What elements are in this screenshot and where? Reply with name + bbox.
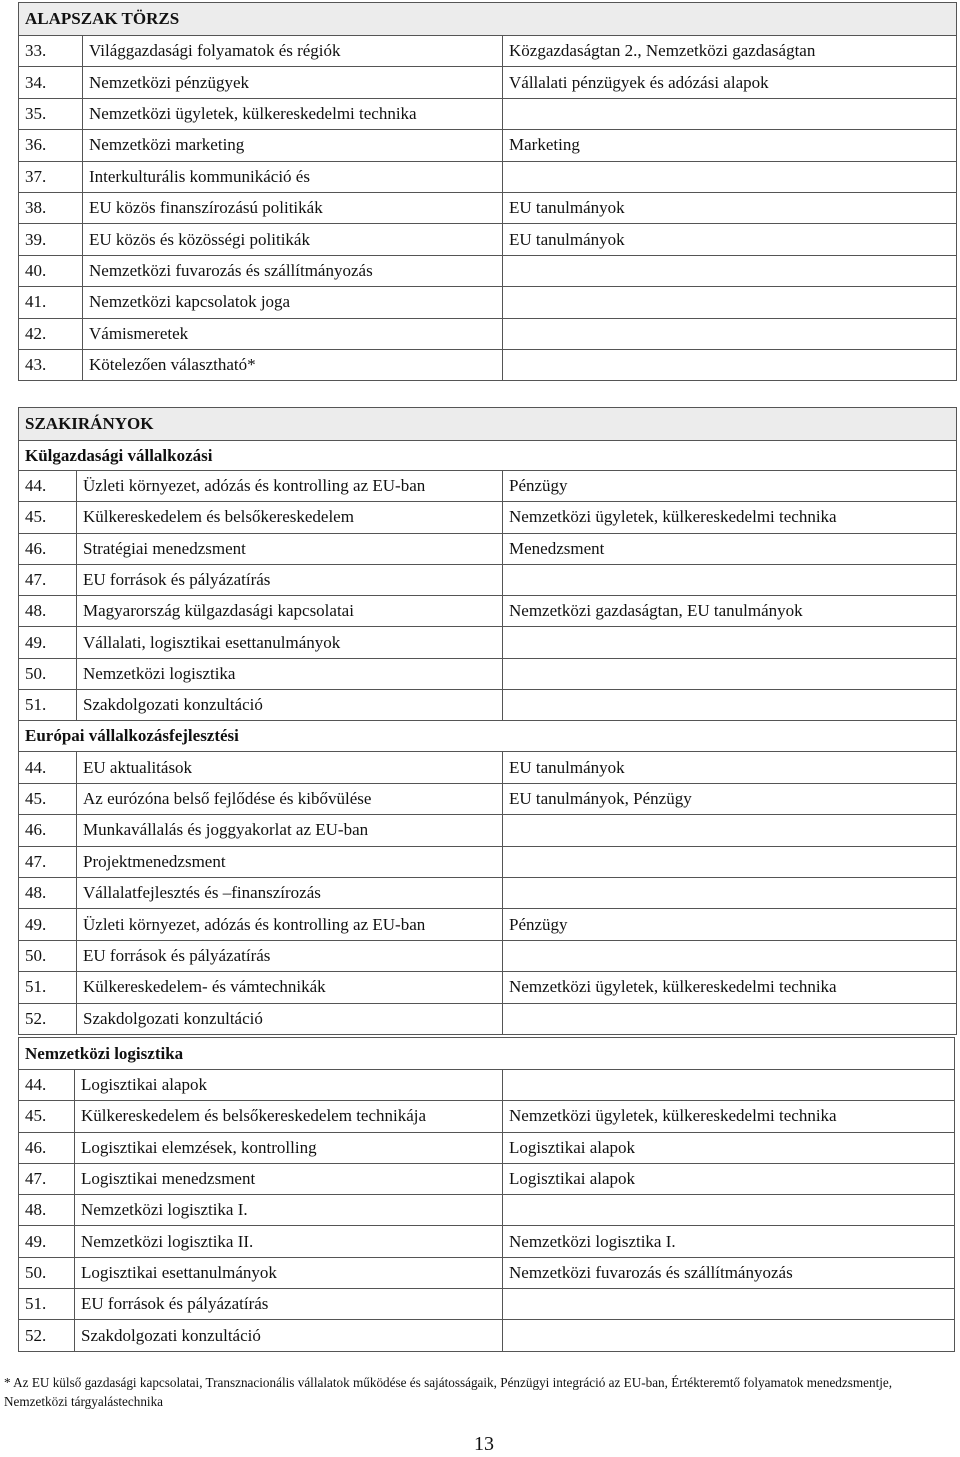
prerequisite [503, 627, 957, 658]
logistics-table [18, 1037, 955, 1352]
table-row [19, 161, 957, 192]
course-number: 49. [19, 1226, 75, 1257]
page-number: 13 [474, 1433, 494, 1455]
course-number: 35. [19, 98, 83, 129]
table-row [19, 940, 957, 971]
course-number: 42. [19, 318, 83, 349]
prerequisite: Vállalati pénzügyek és adózási alapok [503, 67, 957, 98]
course-name: EU források és pályázatírás [77, 940, 503, 971]
course-number: 44. [19, 752, 77, 783]
course-name: Külkereskedelem és belsőkereskedelem [77, 502, 503, 533]
course-name: Vámismeretek [83, 318, 503, 349]
course-name: Kötelezően választható* [83, 349, 503, 380]
course-name: Nemzetközi logisztika II. [75, 1226, 503, 1257]
table-row [19, 1132, 955, 1163]
course-number: 46. [19, 1132, 75, 1163]
prerequisite [503, 98, 957, 129]
specialization-kulgazdasagi-title: Külgazdasági vállalkozási [19, 441, 957, 471]
course-name: Szakdolgozati konzultáció [77, 690, 503, 721]
prerequisite [503, 255, 957, 286]
table-row [19, 1163, 955, 1194]
table-row [19, 877, 957, 908]
course-number: 39. [19, 224, 83, 255]
prerequisite [503, 1195, 955, 1226]
course-number: 52. [19, 1320, 75, 1351]
course-number: 40. [19, 255, 83, 286]
specialization-logisztika-title: Nemzetközi logisztika [19, 1038, 955, 1070]
course-number: 33. [19, 36, 83, 67]
prerequisite [503, 846, 957, 877]
course-name: EU közös finanszírozású politikák [83, 192, 503, 223]
course-number: 51. [19, 972, 77, 1003]
table-row [19, 627, 957, 658]
course-number: 48. [19, 877, 77, 908]
table-row [19, 255, 957, 286]
table-row [19, 1257, 955, 1288]
core-title: ALAPSZAK TÖRZS [19, 3, 957, 36]
prerequisite [503, 1289, 955, 1320]
table-row [19, 1289, 955, 1320]
course-name: Az eurózóna belső fejlődése és kibővülése [77, 783, 503, 814]
table-row [19, 130, 957, 161]
course-number: 34. [19, 67, 83, 98]
course-number: 48. [19, 596, 77, 627]
prerequisite [503, 1070, 955, 1101]
prerequisite [503, 1003, 957, 1034]
course-name: Üzleti környezet, adózás és kontrolling az EU-ban [77, 909, 503, 940]
prerequisite [503, 690, 957, 721]
course-name: Nemzetközi logisztika [77, 658, 503, 689]
course-number: 46. [19, 815, 77, 846]
specializations-table [18, 407, 957, 1035]
table-row [19, 471, 957, 502]
prerequisite [503, 815, 957, 846]
prerequisite [503, 349, 957, 380]
prerequisite: Logisztikai alapok [503, 1132, 955, 1163]
course-number: 50. [19, 1257, 75, 1288]
course-number: 51. [19, 690, 77, 721]
course-name: Nemzetközi pénzügyek [83, 67, 503, 98]
table-row [19, 1320, 955, 1351]
prerequisite: Marketing [503, 130, 957, 161]
course-number: 43. [19, 349, 83, 380]
course-name: EU aktualitások [77, 752, 503, 783]
course-number: 47. [19, 1163, 75, 1194]
table-row [19, 846, 957, 877]
course-number: 51. [19, 1289, 75, 1320]
course-number: 38. [19, 192, 83, 223]
table-row [19, 287, 957, 318]
prerequisite: Nemzetközi logisztika I. [503, 1226, 955, 1257]
table-row [19, 349, 957, 380]
prerequisite: EU tanulmányok [503, 224, 957, 255]
course-name: Szakdolgozati konzultáció [77, 1003, 503, 1034]
prerequisite [503, 161, 957, 192]
table-row [19, 1101, 955, 1132]
table-row [19, 783, 957, 814]
prerequisite [503, 287, 957, 318]
course-name: EU források és pályázatírás [77, 564, 503, 595]
prerequisite: Logisztikai alapok [503, 1163, 955, 1194]
course-name: EU közös és közösségi politikák [83, 224, 503, 255]
course-name: Logisztikai elemzések, kontrolling [75, 1132, 503, 1163]
course-name: Nemzetközi marketing [83, 130, 503, 161]
prerequisite [503, 658, 957, 689]
course-name: Magyarország külgazdasági kapcsolatai [77, 596, 503, 627]
course-name: Nemzetközi logisztika I. [75, 1195, 503, 1226]
table-row [19, 318, 957, 349]
table-row [19, 1003, 957, 1034]
course-number: 49. [19, 909, 77, 940]
course-name: Nemzetközi ügyletek, külkereskedelmi technika [83, 98, 503, 129]
prerequisite: Közgazdaságtan 2., Nemzetközi gazdaságtan [503, 36, 957, 67]
course-number: 36. [19, 130, 83, 161]
course-name: Interkulturális kommunikáció és [83, 161, 503, 192]
table-row [19, 36, 957, 67]
table-row [19, 909, 957, 940]
prerequisite: EU tanulmányok, Pénzügy [503, 783, 957, 814]
prerequisite: EU tanulmányok [503, 192, 957, 223]
course-name: Külkereskedelem- és vámtechnikák [77, 972, 503, 1003]
course-number: 46. [19, 533, 77, 564]
course-name: Projektmenedzsment [77, 846, 503, 877]
course-name: Külkereskedelem és belsőkereskedelem technikája [75, 1101, 503, 1132]
table-row [19, 502, 957, 533]
course-name: EU források és pályázatírás [75, 1289, 503, 1320]
table-row [19, 596, 957, 627]
course-number: 50. [19, 658, 77, 689]
course-name: Logisztikai alapok [75, 1070, 503, 1101]
course-number: 47. [19, 564, 77, 595]
prerequisite: Pénzügy [503, 909, 957, 940]
table-row [19, 564, 957, 595]
table-row [19, 752, 957, 783]
prerequisite [503, 564, 957, 595]
course-name: Világgazdasági folyamatok és régiók [83, 36, 503, 67]
table-row [19, 67, 957, 98]
table-row [19, 972, 957, 1003]
prerequisite: EU tanulmányok [503, 752, 957, 783]
course-number: 50. [19, 940, 77, 971]
prerequisite [503, 940, 957, 971]
specializations-title: SZAKIRÁNYOK [19, 408, 957, 441]
course-number: 45. [19, 783, 77, 814]
core-table [18, 2, 957, 381]
course-number: 49. [19, 627, 77, 658]
course-name: Üzleti környezet, adózás és kontrolling az EU-ban [77, 471, 503, 502]
course-name: Szakdolgozati konzultáció [75, 1320, 503, 1351]
prerequisite [503, 877, 957, 908]
table-row [19, 533, 957, 564]
prerequisite: Menedzsment [503, 533, 957, 564]
table-row [19, 224, 957, 255]
course-number: 44. [19, 471, 77, 502]
course-name: Logisztikai menedzsment [75, 1163, 503, 1194]
prerequisite: Nemzetközi ügyletek, külkereskedelmi technika [503, 502, 957, 533]
table-row [19, 1070, 955, 1101]
table-row [19, 658, 957, 689]
prerequisite: Nemzetközi ügyletek, külkereskedelmi technika [503, 1101, 955, 1132]
course-number: 52. [19, 1003, 77, 1034]
prerequisite: Nemzetközi gazdaságtan, EU tanulmányok [503, 596, 957, 627]
table-row [19, 192, 957, 223]
table-row [19, 1226, 955, 1257]
course-name: Nemzetközi fuvarozás és szállítmányozás [83, 255, 503, 286]
table-row [19, 690, 957, 721]
course-number: 45. [19, 502, 77, 533]
course-name: Stratégiai menedzsment [77, 533, 503, 564]
prerequisite: Nemzetközi fuvarozás és szállítmányozás [503, 1257, 955, 1288]
prerequisite: Nemzetközi ügyletek, külkereskedelmi technika [503, 972, 957, 1003]
course-name: Logisztikai esettanulmányok [75, 1257, 503, 1288]
table-row [19, 815, 957, 846]
course-number: 48. [19, 1195, 75, 1226]
course-name: Vállalati, logisztikai esettanulmányok [77, 627, 503, 658]
prerequisite: Pénzügy [503, 471, 957, 502]
prerequisite [503, 318, 957, 349]
table-row [19, 1195, 955, 1226]
course-name: Nemzetközi kapcsolatok joga [83, 287, 503, 318]
specialization-europai-title: Európai vállalkozásfejlesztési [19, 721, 957, 752]
course-number: 45. [19, 1101, 75, 1132]
course-number: 47. [19, 846, 77, 877]
table-row [19, 98, 957, 129]
course-number: 37. [19, 161, 83, 192]
course-name: Munkavállalás és joggyakorlat az EU-ban [77, 815, 503, 846]
course-number: 41. [19, 287, 83, 318]
course-name: Vállalatfejlesztés és –finanszírozás [77, 877, 503, 908]
course-number: 44. [19, 1070, 75, 1101]
prerequisite [503, 1320, 955, 1351]
footnote: * Az EU külső gazdasági kapcsolatai, Transznacionális vállalatok működése és sajátosságaik, Pénzügyi integráció az EU-ban, Értékteremtő folyamatok menedzsmentje, Nemzetközi tárgyalástechnika [4, 1375, 893, 1409]
